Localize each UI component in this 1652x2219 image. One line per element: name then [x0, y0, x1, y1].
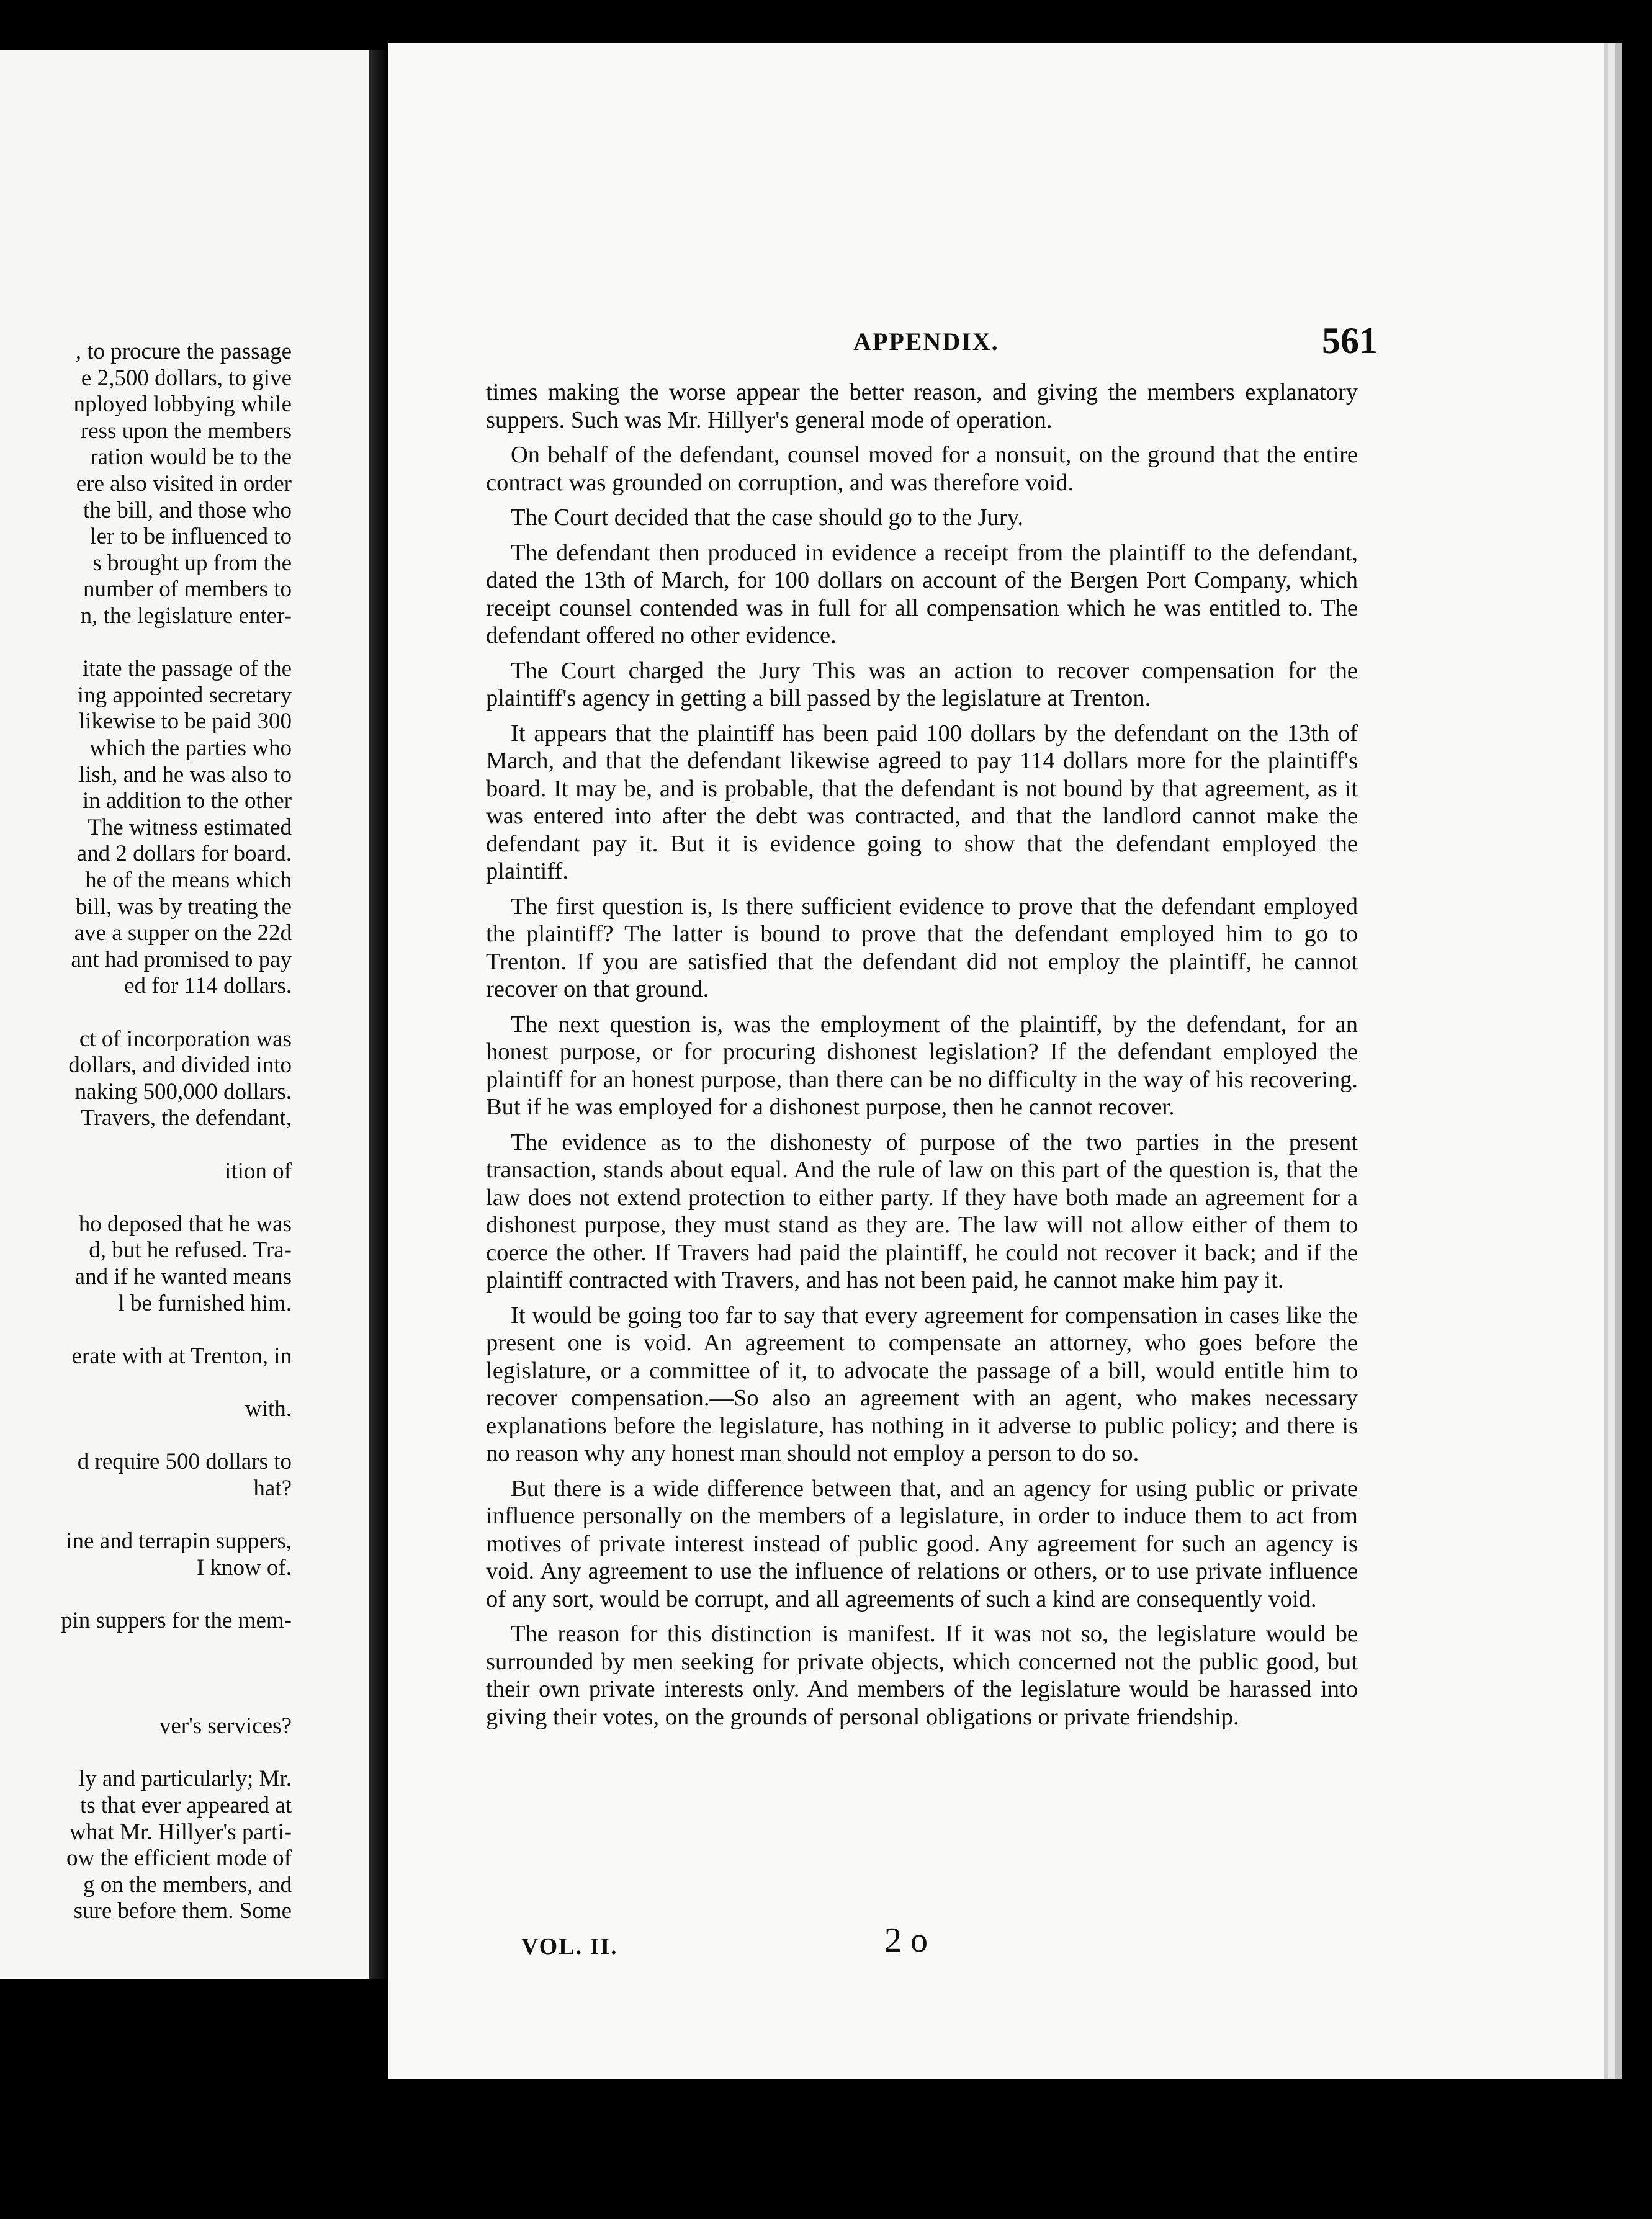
left-page-line: g on the members, and: [83, 1872, 292, 1898]
left-page-line: ress upon the members: [80, 418, 292, 444]
left-page-line: Travers, the defendant,: [81, 1105, 292, 1131]
left-page-line: number of members to: [83, 576, 292, 603]
left-page-line: bill, was by treating the: [75, 894, 292, 920]
body-paragraph: The Court decided that the case should go to the Jury.: [511, 504, 1024, 531]
left-page-line: n, the legislature enter-: [80, 603, 292, 629]
left-page-line: ver's services?: [159, 1713, 292, 1739]
left-page-line: ave a supper on the 22d: [74, 920, 292, 946]
left-page-line: ing appointed secretary: [77, 682, 292, 708]
left-page-line: nployed lobbying while: [73, 392, 292, 418]
body-paragraph: But there is a wide difference between that, and an agency for using public or private influence personally on the members of a legislature, in order to induce them to act from motives of private interest instead of public good. Any agreement for such an agency is void. Any agreement to use the influence of relations or others, or to use private influence of any sort, would be corrupt, and all agreements of such a kind are consequently void.: [486, 1475, 1358, 1612]
body-paragraph: The next question is, was the employment of the plaintiff, by the defendant, for an honest purpose, or for procuring dishonest legislation? If the defendant employed the plaintiff for an honest purpose, than there can be no difficulty in the way of his recovering. But if he was employed for a dishonest purpose, then he cannot recover.: [486, 1011, 1358, 1120]
header-title: APPENDIX.: [853, 328, 999, 356]
body-paragraph: The defendant then produced in evidence a receipt from the plaintiff to the defendant, dated the 13th of March, for 100 dollars on account of the Bergen Port Company, which receipt counsel contended was in full for all compensation which he was entitled to. The defendant offered no other evidence.: [486, 539, 1358, 648]
left-page-line: likewise to be paid 300: [78, 709, 292, 735]
left-page-line: I know of.: [196, 1554, 292, 1580]
body-paragraph: It appears that the plaintiff has been paid 100 dollars by the defendant on the 13th of March, and that the defendant likewise agreed to pay 114 dollars more for the plaintiff's board. It may be, and is probable, that the defendant is not bound by that agreement, as it was entered into after the debt was contracted, and that the landlord cannot make the defendant pay it. But it is evidence going to show that the defendant employed the plaintiff.: [486, 720, 1358, 884]
left-page-line: ler to be influenced to: [90, 524, 292, 550]
left-page-line: what Mr. Hillyer's parti-: [69, 1819, 292, 1845]
left-page-line: s brought up from the: [92, 550, 292, 576]
left-page-line: ition of: [225, 1158, 292, 1184]
left-page-line: naking 500,000 dollars.: [74, 1078, 292, 1105]
left-page-line: e 2,500 dollars, to give: [81, 365, 292, 391]
left-page-line: erate with at Trenton, in: [71, 1343, 292, 1369]
body-paragraph: The reason for this distinction is manifest. If it was not so, the legislature would be surrounded by men seeking for private objects, which concerned not the public good, but their own private interests only. And members of the legislature would be harassed into giving their votes, on the grounds of personal obligations or private friendship.: [486, 1621, 1358, 1730]
left-page-line: which the parties who: [89, 735, 292, 761]
left-page-line: ho deposed that he was: [78, 1211, 292, 1237]
body-paragraph: The evidence as to the dishonesty of purpose of the two parties in the present transaction, stands about equal. And the rule of law on this part of the question is, that the law does not extend protection to either party. If they have both made an agreement for a dishonest purpose, they must stand as they are. The law will not allow either of them to coerce the other. If Travers had paid the plaintiff, he could not recover it back; and if the plaintiff contracted with Travers, and has not been paid, he cannot make him pay it.: [486, 1129, 1358, 1293]
left-page-line: d, but he refused. Tra-: [89, 1237, 292, 1263]
left-page-line: ere also visited in order: [76, 471, 292, 496]
left-page-line: ly and particularly; Mr.: [78, 1766, 292, 1792]
left-page-line: dollars, and divided into: [68, 1052, 292, 1078]
left-page-line: ct of incorporation was: [79, 1026, 292, 1052]
left-page-line: d require 500 dollars to: [77, 1449, 292, 1475]
body-paragraph: It would be going too far to say that every agreement for compensation in cases like the present one is void. An agreement to compensate an attorney, who goes before the legislature, or a committee of it, to advocate the passage of a bill, would entitle him to recover compensation.—So also an agreement with an agent, who makes necessary explanations before the legislature, has nothing in it adverse to public policy; and there is no reason why any honest man should not employ a person to do so.: [486, 1302, 1358, 1466]
left-page-line: itate the passage of the: [83, 656, 292, 682]
left-page-line: ow the efficient mode of: [66, 1845, 292, 1872]
left-page-line: and if he wanted means: [74, 1264, 292, 1289]
left-page-line: the bill, and those who: [83, 497, 292, 523]
left-page-line: sure before them. Some: [73, 1898, 292, 1924]
right-page: [388, 43, 1608, 2079]
footer-signature: 2 o: [884, 1921, 928, 1960]
left-page-line: l be furnished him.: [118, 1290, 292, 1316]
body-text: [486, 379, 1358, 1738]
body-paragraph: times making the worse appear the better reason, and giving the members explanatory suppers. Such was Mr. Hillyer's general mode of operation.: [486, 379, 1358, 433]
body-paragraph: On behalf of the defendant, counsel moved for a nonsuit, on the ground that the entire contract was grounded on corruption, and was therefore void.: [486, 442, 1358, 496]
body-paragraph: The first question is, Is there sufficient evidence to prove that the defendant employed the plaintiff? The latter is bound to prove that the defendant employed him to go to Trenton. If you are satisfied that the defendant did not employ the plaintiff, he cannot recover on that ground.: [486, 893, 1358, 1002]
left-page-line: and 2 dollars for board.: [76, 841, 292, 867]
left-page-line: ant had promised to pay: [71, 946, 292, 972]
left-page-line: pin suppers for the mem-: [61, 1607, 292, 1633]
left-page-line: ration would be to the: [90, 444, 292, 470]
left-page-line: ts that ever appeared at: [79, 1793, 292, 1818]
page-number: 561: [1322, 320, 1378, 361]
left-page-line: , to procure the passage: [75, 339, 292, 364]
left-page-line: with.: [245, 1396, 292, 1422]
left-page-line: ed for 114 dollars.: [124, 973, 292, 999]
left-page-line: hat?: [253, 1475, 292, 1501]
running-header: [388, 289, 1604, 361]
gutter-shadow: [369, 50, 388, 1979]
left-page-line: The witness estimated: [88, 814, 292, 840]
left-page-line: ine and terrapin suppers,: [66, 1528, 292, 1554]
left-page: [0, 50, 371, 1979]
footer-volume: VOL. II.: [521, 1934, 618, 1960]
left-page-line: he of the means which: [85, 867, 292, 893]
body-paragraph: The Court charged the Jury This was an action to recover compensation for the plaintiff's agency in getting a bill passed by the legislature at Trenton.: [486, 657, 1358, 711]
left-page-line: lish, and he was also to: [78, 761, 292, 787]
left-page-line: in addition to the other: [82, 788, 292, 814]
